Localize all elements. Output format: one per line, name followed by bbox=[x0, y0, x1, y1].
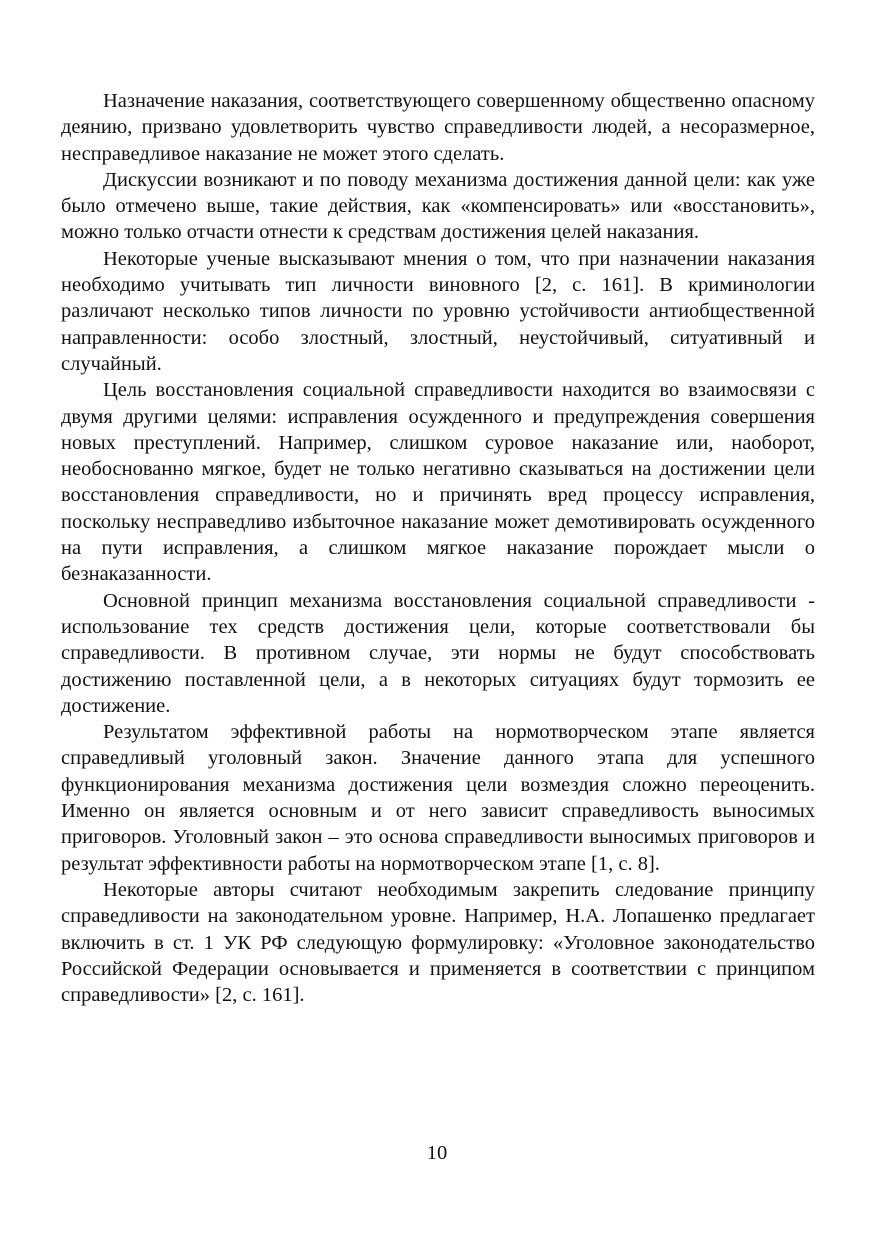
paragraph-3: Некоторые ученые высказывают мнения о том, что при назначении наказания необходимо учитывать тип личности виновного [2, с. 161]. В криминологии различают несколько типов личности по уровню устойчивости антиобщественной направленности: особо злостный, злостный, неустойчивый, ситуативный и случайный. bbox=[61, 247, 815, 375]
paragraph-2: Дискуссии возникают и по поводу механизма достижения данной цели: как уже было отмечено выше, такие действия, как «компенсировать» или «восстановить», можно только отчасти отнести к средствам достижения целей наказания. bbox=[61, 168, 815, 244]
paragraph-1: Назначение наказания, соответствующего совершенному общественно опасному деянию, призвано удовлетворить чувство справедливости людей, а несоразмерное, несправедливое наказание не может этого сделать. bbox=[61, 90, 815, 165]
paragraph-5: Основной принцип механизма восстановления социальной справедливости - использование тех средств достижения цели, которые соответствовали бы справедливости. В противном случае, эти нормы не будут способствовать достижению поставленной цели, а в некоторых ситуациях будут тормозить ее достижение. bbox=[61, 589, 815, 717]
paragraph-4: Цель восстановления социальной справедливости находится во взаимосвязи с двумя другими целями: исправления осужденного и предупреждения совершения новых преступлений. Например, слишком суровое наказание или, наоборот, необоснованно мягкое, будет не только негативно сказываться на достижении цели восстановления справедливости, но и причинять вред процессу исправления, поскольку несправедливо избыточное наказание может демотивировать осужденного на пути исправления, а слишком мягкое наказание порождает мысли о безнаказанности. bbox=[61, 379, 815, 586]
paragraph-7: Некоторые авторы считают необходимым закрепить следование принципу справедливости на законодательном уровне. Например, Н.А. Лопашенко предлагает включить в ст. 1 УК РФ следующую формулировку: «Уголовное законодательство Российской Федерации основывается и применяется в соответствии с принципом справедливости» [2, с. 161]. bbox=[61, 878, 815, 1007]
body-text bbox=[61, 88, 815, 1008]
page-number: 10 bbox=[426, 1142, 448, 1164]
paragraph-6: Результатом эффективной работы на нормотворческом этапе является справедливый уголовный закон. Значение данного этапа для успешного функционирования механизма достижения цели возмездия сложно переоценить. Именно он является основным и от него зависит справедливость выносимых приговоров. Уголовный закон – это основа справедливости выносимых приговоров и результат эффективности работы на нормотворческом этапе [1, с. 8]. bbox=[61, 721, 815, 875]
